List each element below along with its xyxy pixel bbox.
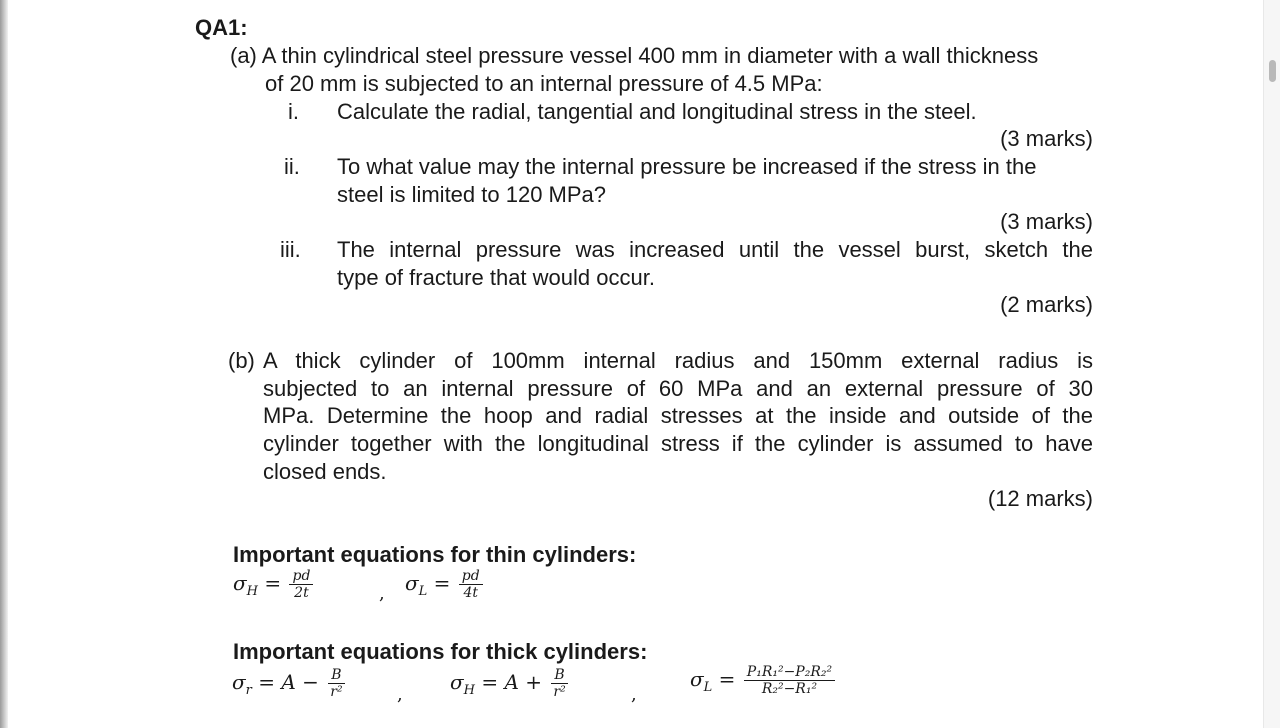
fraction [289,568,313,601]
part-b-line-5: closed ends. [263,459,387,484]
sigma-symbol: σ [233,571,247,595]
sigma-symbol: σ [450,670,464,694]
sigma-symbol: σ [405,571,419,595]
scrollbar-track[interactable] [1263,0,1280,728]
part-b-line-4: cylinder together with the longitudinal stress if the cylinder is assumed to have [263,431,1093,456]
item-ii-marks: (3 marks) [1000,209,1093,234]
numerator: B [551,667,567,684]
thick-hoop-stress-equation [450,667,571,700]
item-i-text: Calculate the radial, tangential and longitudinal stress in the steel. [337,99,977,124]
sigma-symbol: σ [232,670,246,694]
part-b-label: (b) [228,348,255,373]
item-iii-marks: (2 marks) [1000,292,1093,317]
denominator: 4t [463,585,479,601]
part-b-marks: (12 marks) [987,486,1093,511]
denominator: r² [553,684,566,700]
numerator: pd [289,568,313,585]
subscript-l: L [418,584,428,599]
thin-equations-heading: Important equations for thin cylinders: [233,542,637,567]
equation-separator: , [379,583,385,604]
numerator: pd [459,568,483,585]
fraction [744,664,835,697]
equation-rhs: = A − [258,670,319,694]
part-b-line-1: A thick cylinder of 100mm internal radius and 150mm external radius is [263,348,1093,373]
equation-separator: , [397,684,403,705]
fraction [327,667,345,700]
item-ii-number: ii. [284,154,300,179]
item-i-marks: (3 marks) [1000,126,1093,151]
fraction [550,667,568,700]
denominator: 2t [294,585,309,601]
item-ii-text-line-2: steel is limited to 120 MPa? [337,182,607,207]
numerator: P₁R₁²−P₂R₂² [744,664,835,681]
denominator: R₂²−R₁² [761,681,818,697]
thick-radial-stress-equation [232,667,348,700]
subscript-h: H [246,584,258,599]
equation-rhs: = A + [481,670,543,694]
window-left-edge [0,0,8,728]
part-a-line-1: (a) A thin cylindrical steel pressure vessel 400 mm in diameter with a wall thickness [230,43,1039,68]
item-i-number: i. [288,99,299,124]
thick-longitudinal-stress-equation: $\sigma_L$ = $\frac{\text{P₁R₁²−P₂R₂²}}{\text{R₂²−R₁²}}$ [690,664,837,697]
item-iii-text-line-2: type of fracture that would occur. [337,265,655,290]
subscript-h: H [463,683,475,698]
fraction [459,568,483,601]
item-iii-number: iii. [280,237,301,262]
item-ii-text-line-1: To what value may the internal pressure be increased if the stress in the [337,154,1037,179]
thick-equations-heading: Important equations for thick cylinders: [233,639,648,664]
subscript-r: r [245,683,252,698]
item-iii-text-line-1: The internal pressure was increased until the vessel burst, sketch the [337,237,1093,262]
equation-separator: , [631,684,637,705]
thin-longitudinal-stress-equation: $\sigma_L$ = $\frac{pd}{4t}$ [405,568,485,601]
denominator: r² [330,684,343,700]
part-b-line-2: subjected to an internal pressure of 60 MPa and an external pressure of 30 [263,376,1093,401]
part-b-line-3: MPa. Determine the hoop and radial stresses at the inside and outside of the [263,403,1093,428]
scrollbar-thumb[interactable] [1269,60,1276,82]
thin-hoop-stress-equation: $\sigma_H$ = $\frac{pd}{2t}$ [233,568,315,601]
numerator: B [328,667,344,684]
part-a-line-2: of 20 mm is subjected to an internal pressure of 4.5 MPa: [265,71,823,96]
subscript-l: L [703,680,713,695]
question-id: QA1: [195,15,248,40]
sigma-symbol: σ [690,667,704,691]
